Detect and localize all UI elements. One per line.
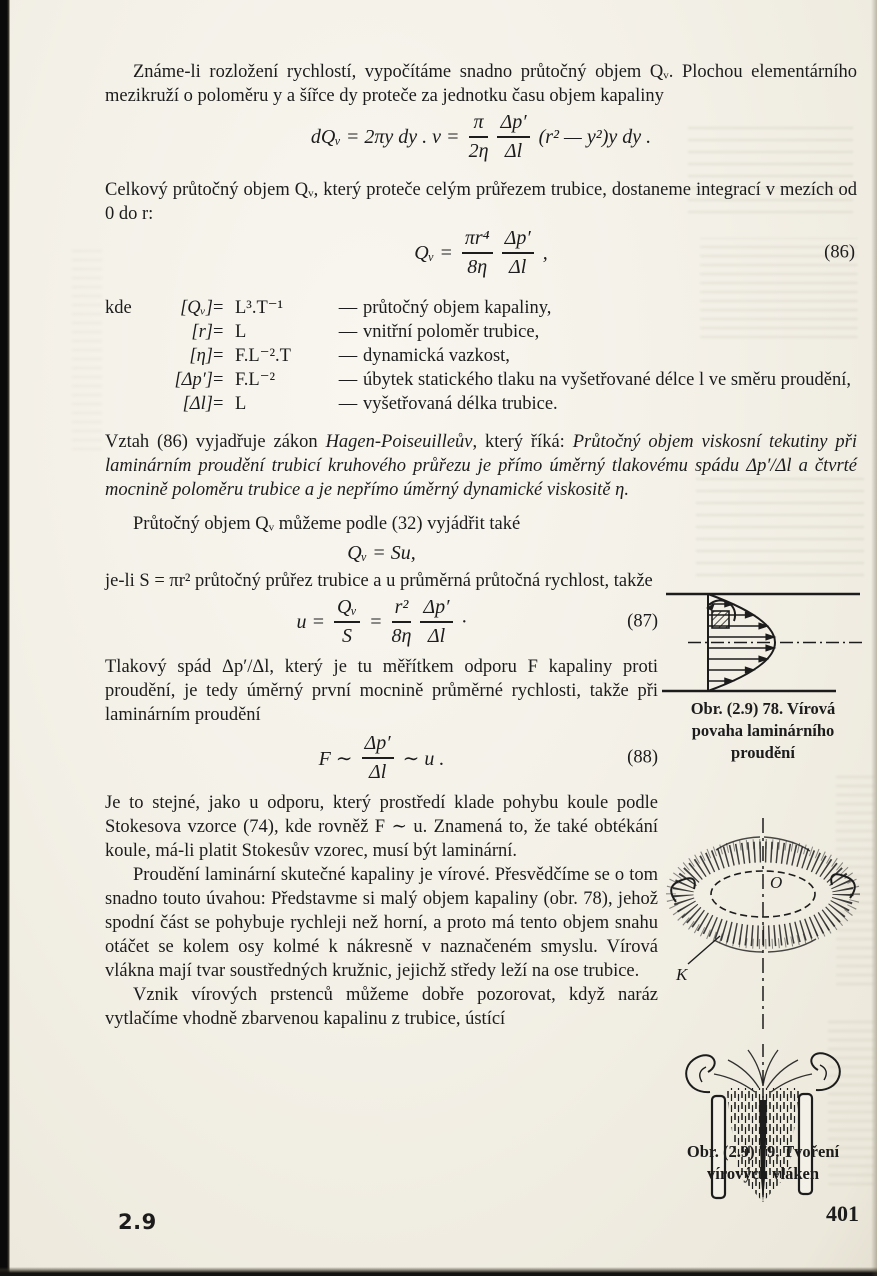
paragraph-total-flow: Celkový průtočný objem Qᵥ, který proteče celým průřezem trubice, dostaneme integrací v mezích od 0 do r: (105, 180, 857, 224)
left-column (105, 512, 658, 1031)
equation-number-88: (88) (627, 747, 658, 768)
paragraph-stokes: Je to stejné, jako u odporu, který prostředí klade pohybu koule podle Stokesova vzorce (74), kde rovněž F ∼ u. Znamená to, že také obtékání koule, má-li platit Stokesův vzorec, musí být laminární. (105, 793, 658, 861)
equation-number-87: (87) (627, 611, 658, 632)
paragraph-hagen-poiseuille-law (105, 430, 857, 502)
paragraph-mean-velocity: je-li S = πr² průtočný průřez trubice a u průměrná průtočná rychlost, takže (105, 571, 653, 591)
fraction: $\frac{\pi}{2\eta}$ (468, 111, 489, 162)
page-number: 401 (826, 1201, 859, 1226)
fraction: $\frac{\Delta p'}{\Delta l}$ (502, 228, 534, 278)
equation-86: Qᵥ = $\frac{\text{πr⁴}}{8\eta}$ $\frac{\Delta p'}{\Delta l}$ , (86) (414, 227, 855, 278)
axis-label-o: O (770, 873, 783, 892)
fraction: $\frac{\text{Qᵥ}}{S}$ (334, 597, 360, 647)
definition-row: [r] = L — vnitřní poloměr trubice, (191, 322, 540, 342)
definition-row: [Δl] = L — vyšetřovaná délka trubice. (182, 394, 558, 414)
equation-differential-flow (105, 112, 857, 162)
velocity-profile-figure (660, 580, 866, 708)
law-statement: Průtočný objem viskosní tekutiny při laminárním proudění trubicí kruhového průřezu je přímo úměrný tlakovému spádu Δp′/Δl a čtvrté mocnině poloměru trubice a je nepřímo úměrný dynamické viskositě η. (105, 432, 857, 500)
paragraph-vortex-nature: Proudění laminární skutečné kapaliny je vírové. Přesvědčíme se o tom snadno touto úvahou: Představme si malý objem kapaliny (obr. 78), jehož spodní část se pohybuje rychleji než horní, a proto má tento objem snahu otáčet se kolem osy kolmé k nákresně v naznačeném smyslu. Vírová vlákna mají tvar soustředných kružnic, jejichž středy leží na ose trubice. (105, 865, 658, 981)
figure-78-caption: Obr. (2.9) 78. Vírová povaha laminárního proudění (690, 699, 836, 762)
fraction: $\frac{\Delta p'}{\Delta l}$ (420, 597, 452, 647)
equation-number-86: (86) (824, 242, 855, 263)
law-mid: , který říká: (472, 432, 573, 452)
law-intro: Vztah (86) vyjadřuje zákon (105, 432, 326, 452)
scan-edge-bottom (0, 1267, 877, 1276)
definition-row: [η] = F.L⁻².T — dynamická vazkost, (189, 346, 510, 366)
section-number: 2.9 (118, 1210, 157, 1234)
fraction: $\frac{\Delta p'}{\Delta l}$ (497, 112, 529, 162)
paragraph-qv-su: Průtočný objem Qᵥ můžeme podle (32) vyjádřit také (133, 514, 521, 534)
equation-lhs: dQᵥ = 2πy dy . v = (310, 125, 460, 148)
fraction: $\frac{\text{r²}}{8\eta}$ (391, 596, 412, 647)
paragraph-vortex-rings: Vznik vírových prstenců můžeme dobře pozorovat, když naráz vytlačíme vhodně zbarvenou kapalinu z trubice, ústící (105, 985, 658, 1029)
equation-rhs: (r² — y²)y dy . (538, 125, 652, 148)
equation-88: F ∼ $\frac{\Delta p'}{\Delta l}$ ∼ u . (88) (318, 732, 658, 783)
definition-row: kde [Qᵥ] = L³.T⁻¹ — průtočný objem kapaliny, (105, 298, 552, 318)
definition-row: [Δp′] = F.L⁻² — úbytek statického tlaku na vyšetřované délce l ve směru proudění, (174, 370, 852, 390)
definitions-intro: kde (105, 298, 132, 318)
fluid-element-square (712, 611, 729, 628)
fraction: $\frac{\Delta p'}{\Delta l}$ (362, 733, 394, 783)
law-name: Hagen-Poiseuilleův (325, 432, 473, 452)
paragraph-pressure-gradient: Tlakový spád Δp′/Δl, který je tu měřítkem odporu F kapaliny proti proudění, je tedy úměrný první mocnině průměrné rychlosti, takže při laminárním proudění (105, 657, 658, 725)
scan-edge-left (0, 0, 10, 1276)
paragraph-flow-volume: Známe-li rozložení rychlostí, vypočítáme snadno průtočný objem Qᵥ. Plochou elementárního mezikruží o poloměru y a šířce dy proteče za jednotku času objem kapaliny (105, 62, 857, 106)
ring-label-k: K (676, 965, 688, 984)
equation-87: u = $\frac{\text{Qᵥ}}{S}$ = $\frac{\text{r²}}{8\eta}$ $\frac{\Delta p'}{\Delta l}$ · (87) (296, 596, 658, 647)
symbol-definitions (105, 296, 857, 416)
equation-qv-su: Qᵥ = Su, (347, 542, 416, 564)
figure-79-caption: Obr. (2.9) 79. Tvoření vírových vláken (686, 1142, 840, 1183)
bleedthrough-smudge (72, 250, 102, 450)
fraction: $\frac{\text{πr⁴}}{8\eta}$ (462, 228, 493, 278)
